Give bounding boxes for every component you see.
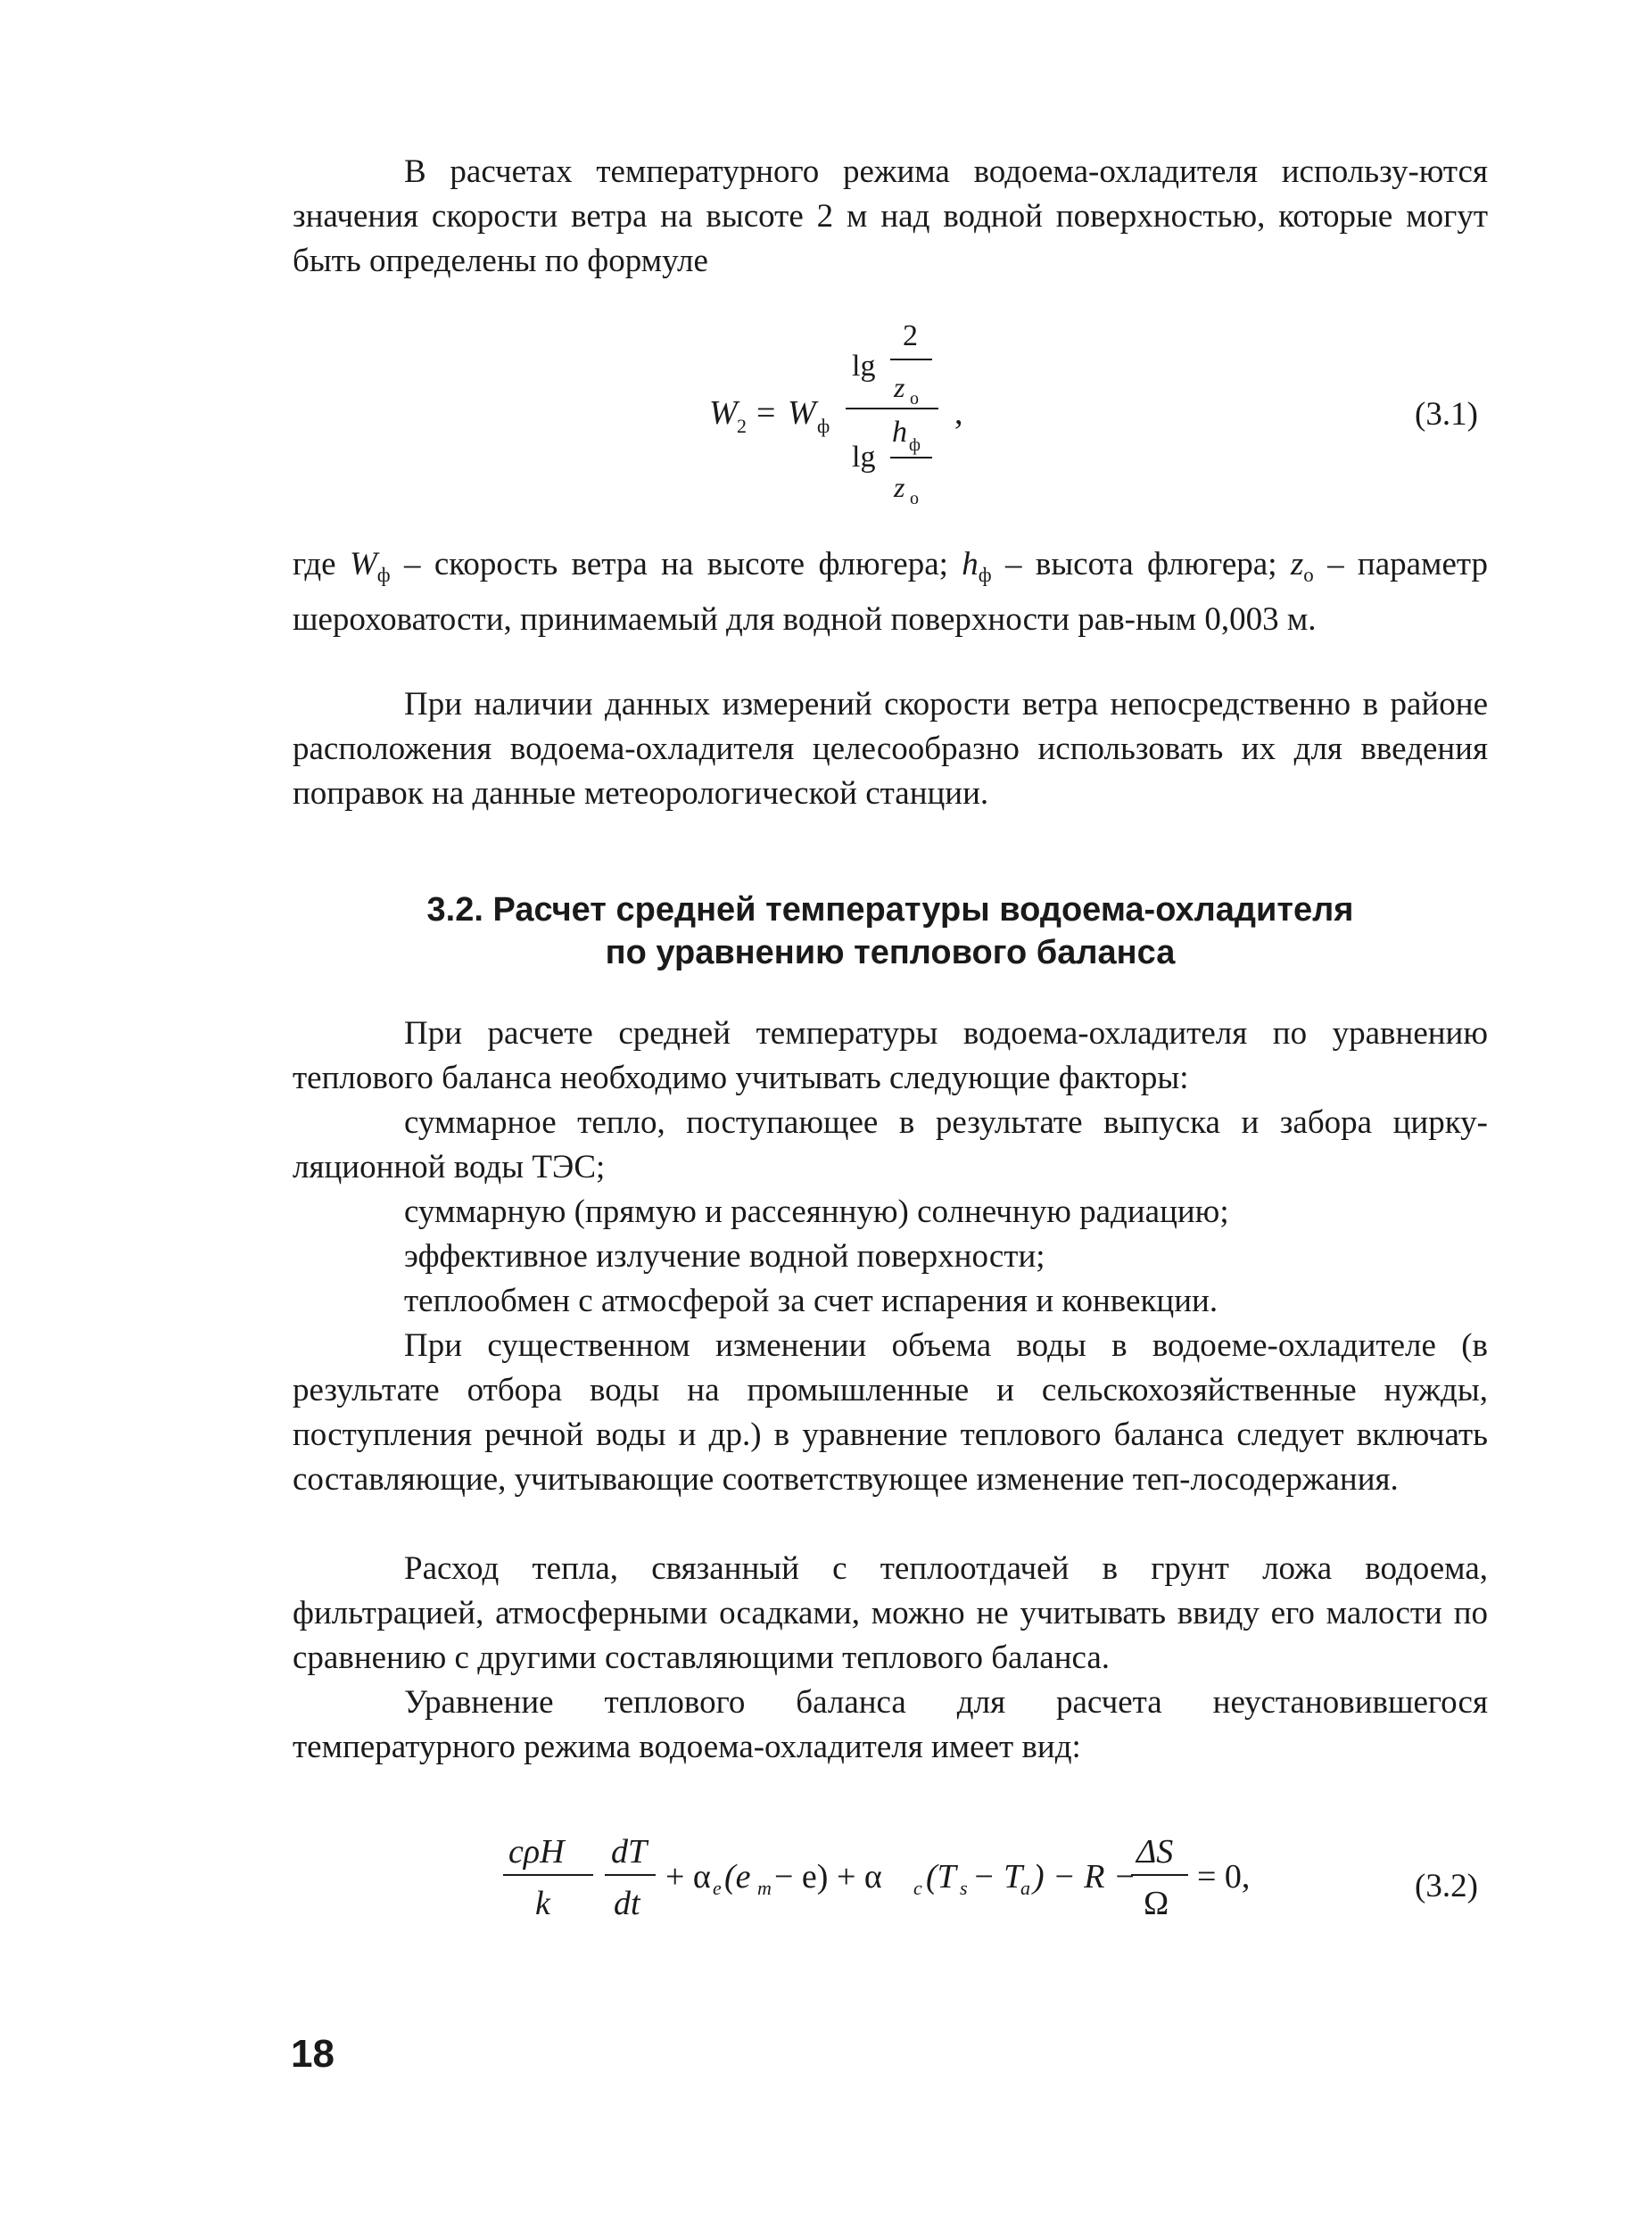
eq2-den1: k	[535, 1885, 550, 1922]
factor-item-2: суммарную (прямую и рассеянную) солнечную радиацию;	[404, 1193, 1229, 1230]
eq1-lhs: W	[709, 394, 738, 432]
eq2-num1: cρH	[508, 1833, 565, 1871]
equation-number-3-1: (3.1)	[1415, 396, 1478, 433]
eq1-lhs-sub: 2	[737, 415, 747, 437]
measurement-paragraph: При наличии данных измерений скорости ветра непосредственно в районе расположения водоема-охладителя целесообразно использовать их для введения поправок на данные метеорологической станции.	[293, 686, 1488, 812]
eq2-alpha-e-sub: e	[713, 1877, 722, 1899]
eq2-minus-e-plus-alpha-c: − e) + α	[774, 1858, 882, 1896]
eq2-num3: ΔS	[1136, 1833, 1174, 1871]
eq1-two: 2	[903, 319, 918, 352]
where-h-symbol: $h_ф$	[962, 546, 992, 587]
heat-loss-paragraph: Расход тепла, связанный с теплоотдачей в грунт ложа водоема, фильтрацией, атмосферными осадками, можно не учитывать ввиду его малости по сравнению с другими составляющими теплового баланса.	[293, 1550, 1488, 1676]
eq2-num2: dT	[611, 1833, 648, 1871]
eq2-den3: Ω	[1144, 1885, 1169, 1922]
page-number: 18	[291, 2032, 335, 2076]
eq2-em: (e	[724, 1858, 751, 1896]
section-heading-line-1: 3.2. Расчет средней температуры водоема-охладителя	[426, 891, 1354, 929]
symbol-definitions	[293, 542, 1488, 642]
where-prefix: где	[293, 546, 336, 582]
eq1-h-sub: ф	[909, 435, 921, 455]
volume-change-paragraph: При существенном изменении объема воды в водоеме-охладителе (в результате отбора воды на промышленные и сельскохозяйственные нужды, поступления речной воды и др.) в уравнение теплового баланса следует включать составляющие, учитывающие соответствующее изменение теп-лосодержания.	[293, 1327, 1488, 1498]
eq2-ta-sub: a	[1020, 1877, 1030, 1899]
eq2-ta: − T	[972, 1858, 1023, 1896]
section-heading	[293, 888, 1488, 974]
eq1-z-bottom-sub: о	[910, 489, 919, 508]
eq2-den2: dt	[614, 1885, 640, 1922]
eq2-minus-r: ) − R −	[1033, 1858, 1136, 1896]
eq1-comma: ,	[954, 394, 963, 432]
eq2-plus-alpha-e: + α	[665, 1858, 711, 1896]
factor-item-1: суммарное тепло, поступающее в результате выпуска и забора цирку-ляционной воды ТЭС;	[293, 1104, 1488, 1185]
equation-3-1	[696, 308, 999, 522]
where-w-symbol: $W_ф$	[349, 546, 391, 587]
eq2-em-sub: m	[757, 1877, 772, 1899]
eq1-equals: =	[756, 394, 776, 432]
eq1-w-sub: ф	[817, 415, 830, 437]
eq1-w: W	[788, 394, 816, 432]
eq1-z-bottom: z	[894, 471, 905, 503]
eq2-tail: = 0,	[1197, 1858, 1251, 1896]
equation-number-3-2: (3.2)	[1415, 1868, 1478, 1904]
eq1-z-top: z	[894, 371, 905, 403]
intro-paragraph: В расчетах температурного режима водоема-охладителя использу-ются значения скорости ветра на высоте 2 м над водной поверхностью, которые могут быть определены по формуле	[293, 153, 1488, 279]
where-w-text: – скорость ветра на высоте флюгера;	[390, 546, 948, 582]
section-heading-line-2: по уравнению теплового баланса	[605, 934, 1176, 971]
factor-item-3: эффективное излучение водной поверхности;	[404, 1238, 1045, 1275]
where-z-text: – параметр шероховатости, принимаемый для водной поверхности рав-ным 0,003 м.	[293, 546, 1489, 639]
equation-intro-paragraph: Уравнение теплового баланса для расчета неустановившегося температурного режима водоема-охладителя имеет вид:	[293, 1684, 1488, 1765]
eq1-lg-top: lg	[852, 350, 876, 383]
eq1-z-top-sub: о	[910, 389, 919, 409]
eq1-lg-bottom: lg	[852, 441, 876, 474]
eq1-h: h	[892, 416, 907, 449]
eq2-alpha-c-sub: c	[913, 1877, 922, 1899]
eq2-ts: (T	[926, 1858, 956, 1896]
where-h-text: – высота флюгера;	[991, 546, 1277, 582]
where-z-symbol: $z_о$	[1290, 546, 1314, 587]
eq2-ts-sub: s	[960, 1877, 968, 1899]
equation-3-2	[491, 1820, 1293, 1936]
factor-item-4: теплообмен с атмосферой за счет испарения и конвекции.	[404, 1283, 1218, 1319]
factors-intro-paragraph: При расчете средней температуры водоема-охладителя по уравнению теплового баланса необходимо учитывать следующие факторы:	[293, 1015, 1488, 1096]
